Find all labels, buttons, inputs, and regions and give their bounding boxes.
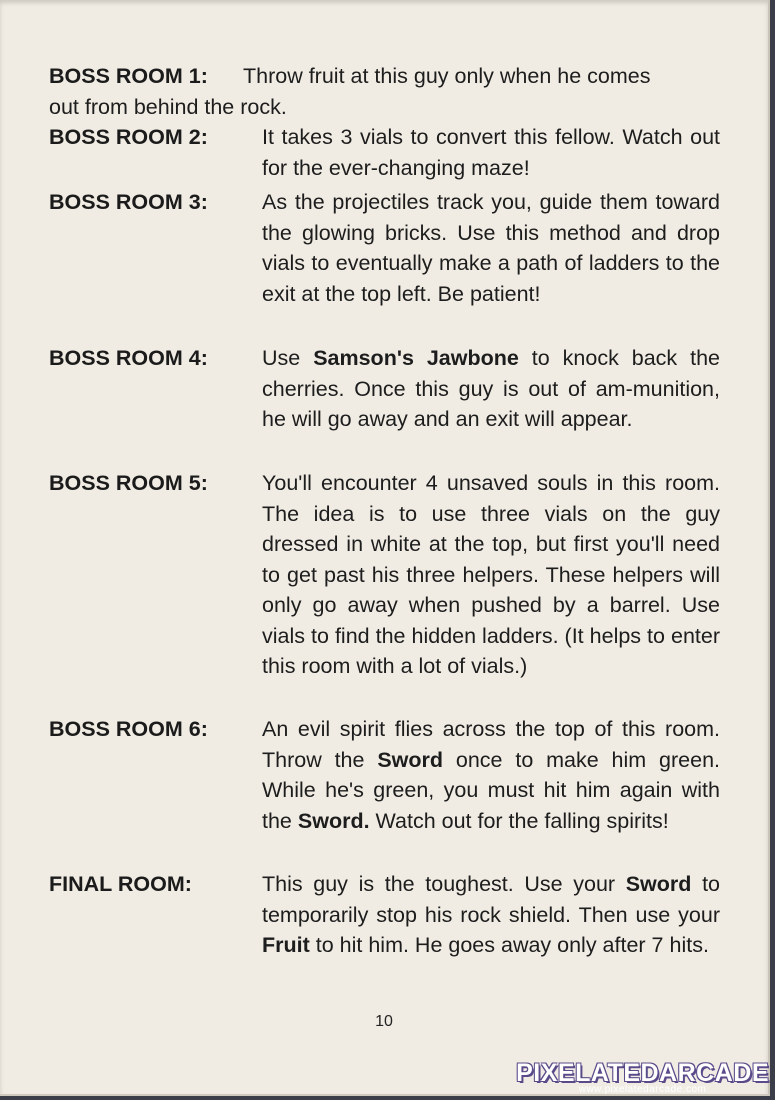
text-run: to hit him. He goes away only after 7 hits.: [309, 933, 709, 957]
item-name-sword: Sword: [625, 872, 692, 896]
boss-room-5-entry: [49, 468, 724, 682]
entry-text: It takes 3 vials to convert this fellow. Watch out for the ever-changing maze!: [262, 125, 720, 180]
text-run: Use: [262, 346, 314, 370]
text-run: to temporarily stop his rock shield. Then use your: [262, 872, 720, 927]
entry-text-line-2: out from behind the rock.: [49, 94, 287, 119]
watermark-url: www.pixelatedarcade.com: [578, 1084, 707, 1095]
item-name-fruit: Fruit: [262, 933, 310, 957]
text-run: to knock back the cherries. Once this guy is out of am-munition, he will go away and an exit will appear.: [262, 346, 720, 431]
entry-text: [262, 714, 720, 836]
entry-label: BOSS ROOM 6:: [49, 717, 208, 741]
entry-label: BOSS ROOM 1:: [49, 64, 208, 88]
entry-label: BOSS ROOM 5:: [49, 471, 208, 495]
watermark: [516, 1059, 769, 1096]
entry-label: BOSS ROOM 2:: [49, 125, 208, 149]
boss-room-4-entry: [49, 343, 724, 435]
boss-room-2-entry: [49, 122, 724, 183]
entry-label: BOSS ROOM 3:: [49, 190, 208, 214]
watermark-logo: PIXELATEDARCADE: [516, 1059, 769, 1087]
text-run: This guy is the toughest. Use your: [262, 872, 626, 896]
item-name-sword: Sword: [377, 747, 444, 772]
entry-text: [262, 343, 720, 435]
boss-room-6-entry: [49, 714, 724, 836]
entry-text-line-1: Throw fruit at this guy only when he comes: [243, 64, 651, 88]
item-name-samsons-jawbone: Samson's Jawbone: [313, 346, 519, 370]
entry-text: As the projectiles track you, guide them toward the glowing bricks. Use this method and drop vials to eventually make a path of ladders to the exit at the top left. Be patient!: [262, 190, 720, 306]
boss-room-3-entry: [49, 187, 724, 309]
entry-text: You'll encounter 4 unsaved souls in this room. The idea is to use three vials on the guy dressed in white at the top, but first you'll need to get past his three helpers. These helpers will only go away when pushed by a barrel. Use vials to find the hidden ladders. (It helps to enter this room with a lot of vials.): [262, 471, 720, 678]
text-run: An evil spirit flies across the top of this room. Throw the: [262, 717, 720, 772]
final-room-entry: [49, 869, 724, 961]
boss-room-1-entry: [49, 61, 724, 122]
entry-label: FINAL ROOM:: [49, 872, 192, 896]
entry-text: [262, 869, 720, 961]
item-name-sword: Sword.: [297, 808, 370, 833]
entry-label: BOSS ROOM 4:: [49, 346, 208, 370]
text-run: once to make him green. While he's green, you must hit him again with the: [262, 747, 720, 833]
page-number: 10: [375, 1013, 393, 1030]
text-run: Watch out for the falling spirits!: [369, 808, 669, 833]
